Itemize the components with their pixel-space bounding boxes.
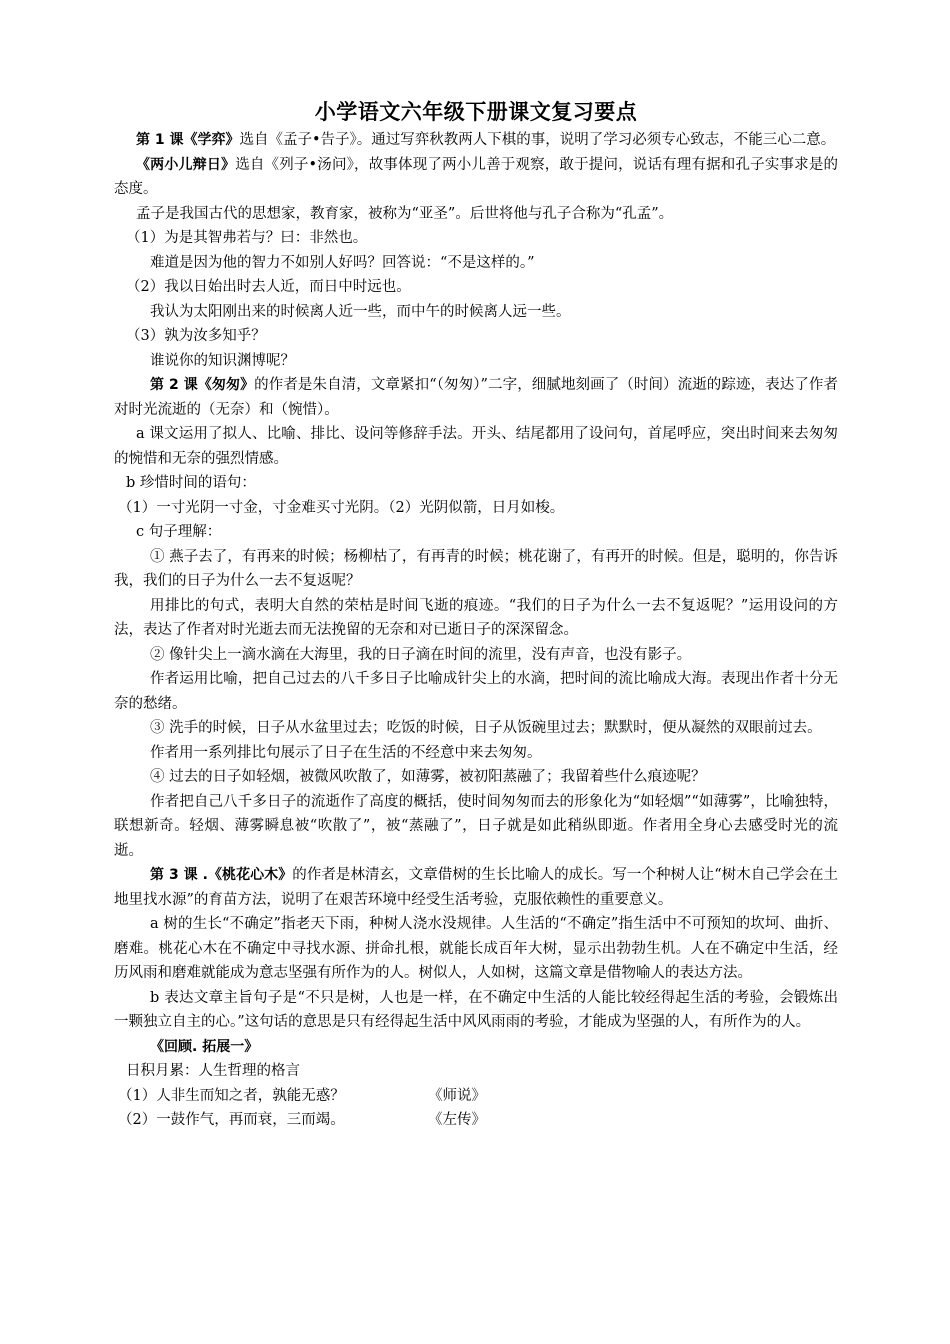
sentence-4: ④ 过去的日子如轻烟，被微风吹散了，如薄雾，被初阳蒸融了；我留着些什么痕迹呢？ [150,769,706,785]
review-heading [114,1035,838,1060]
question-3: （3）孰为汝多知乎？ [126,328,266,344]
lesson3-paragraph [114,863,838,912]
mencius-note: 孟子是我国古代的思想家，教育家，被称为“亚圣”。后世将他与孔子合称为“孔孟”。 [136,205,674,222]
maxim-1-source: 《师说》 [428,1087,486,1104]
review-heading-text: 《回顾. 拓展一》 [150,1038,259,1055]
maxim-2 [114,1108,838,1133]
answer-3: 谁说你的知识渊博呢？ [150,352,295,369]
lesson1b-text: 选自《列子•汤问》，故事体现了两小儿善于观察，敢于提问，说话有理有据和孔子实事求是的态度。 [114,156,838,197]
maxim-2-text: （2）一鼓作气，再而衰，三而竭。 [118,1112,345,1128]
lesson1-text: 选自《孟子•告子》。通过写弈秋教两人下棋的事，说明了学习必须专心致志，不能三心二意。 [239,132,836,148]
lesson1b-paragraph [114,153,838,202]
lesson2-point-b: b 珍惜时间的语句： [126,475,256,491]
page-title: 小学语文六年级下册课文复习要点 [314,100,638,124]
sentence-3: ③ 洗手的时候，日子从水盆里过去；吃饭的时候，日子从饭碗里过去；默默时，便从凝然的双眼前过去。 [150,720,822,736]
lesson1b-heading: 《两小儿辩日》 [136,156,236,173]
lesson2-text: 的作者是朱自清，文章紧扣“（匆匆）”二字，细腻地刻画了（时间）流逝的踪迹，表达了作者对时光流逝的（无奈）和（惋惜）。 [114,377,838,418]
lesson1-heading: 第 1 课《学弈》 [136,132,240,148]
lesson3-text: 的作者是林清玄，文章借树的生长比喻人的成长。写一个种树人让“树木自己学会在土地里找水源”的育苗方法，说明了在艰苦环境中经受生活考验，克服依赖性的重要意义。 [114,867,838,908]
lesson3-point-a: a 树的生长“不确定”指老天下雨，种树人浇水没规律。人生活的“不确定”指生活中不可预知的坎坷、曲折、磨难。桃花心木在不确定中寻找水源、拼命扎根，就能长成百年大树，显示出勃勃生机。人在不确定中生活，经历风雨和磨难就能成为意志坚强有所作为的人。树似人，人如树，这篇文章是借物喻人的表达方法。 [114,916,838,981]
sentence-2: ② 像针尖上一滴水滴在大海里，我的日子滴在时间的流里，没有声音，也没有影子。 [150,646,692,663]
maxim-2-source: 《左传》 [428,1112,486,1128]
lesson2-point-c: c 句子理解： [136,524,222,540]
lesson1-paragraph [114,128,838,153]
sentence-4-explain: 作者把自己八千多日子的流逝作了高度的概括，使时间匆匆而去的形象化为“如轻烟”“如薄雾”，比喻独特，联想新奇。轻烟、薄雾瞬息被“吹散了”，被“蒸融了”，日子就是如此稍纵即逝。作者用全身心去感受时光的流逝。 [114,793,838,859]
sentence-1: ① 燕子去了，有再来的时候；杨柳枯了，有再青的时候；桃花谢了，有再开的时候。但是，聪明的，你告诉我，我们的日子为什么一去不复返呢？ [114,548,838,589]
lesson3-heading: 第 3 课 .《桃花心木》 [150,867,293,883]
rijilei-heading: 日积月累：人生哲理的格言 [126,1063,300,1079]
sentence-1-explain: 用排比的句式，表明大自然的荣枯是时间飞逝的痕迹。“我们的日子为什么一去不复返呢？”运用设问的方法，表达了作者对时光逝去而无法挽留的无奈和对已逝日子的深深留念。 [114,597,838,638]
lesson3-point-b: b 表达文章主旨句子是“不只是树，人也是一样，在不确定中生活的人能比较经得起生活的考验，会锻炼出一颗独立自主的心。”这句话的意思是只有经得起生活中风风雨雨的考验，才能成为坚强的人，有所作为的人。 [114,989,838,1030]
document-page [114,96,838,1133]
maxim-1 [114,1084,838,1109]
lesson2-point-b1: （1）一寸光阴一寸金，寸金难买寸光阴。（2）光阴似箭，日月如梭。 [118,499,565,516]
lesson2-heading: 第 2 课《匆匆》 [150,377,255,393]
lesson2-point-a: a 课文运用了拟人、比喻、排比、设问等修辞手法。开头、结尾都用了设问句，首尾呼应，突出时间来去匆匆的惋惜和无奈的强烈情感。 [114,426,838,467]
question-1: （1）为是其智弗若与？曰：非然也。 [126,230,368,246]
question-2: （2）我以日始出时去人近，而日中时远也。 [126,279,411,295]
maxim-1-text: （1）人非生而知之者，孰能无惑？ [118,1087,345,1104]
sentence-2-explain: 作者运用比喻，把自己过去的八千多日子比喻成针尖上的水滴，把时间的流比喻成大海。表现出作者十分无奈的愁绪。 [114,671,838,712]
answer-1: 难道是因为他的智力不如别人好吗？回答说：“不是这样的。” [150,254,535,271]
lesson2-paragraph [114,373,838,422]
answer-2: 我认为太阳刚出来的时候离人近一些，而中午的时候离人远一些。 [150,303,571,320]
sentence-3-explain: 作者用一系列排比句展示了日子在生活的不经意中来去匆匆。 [150,744,542,761]
